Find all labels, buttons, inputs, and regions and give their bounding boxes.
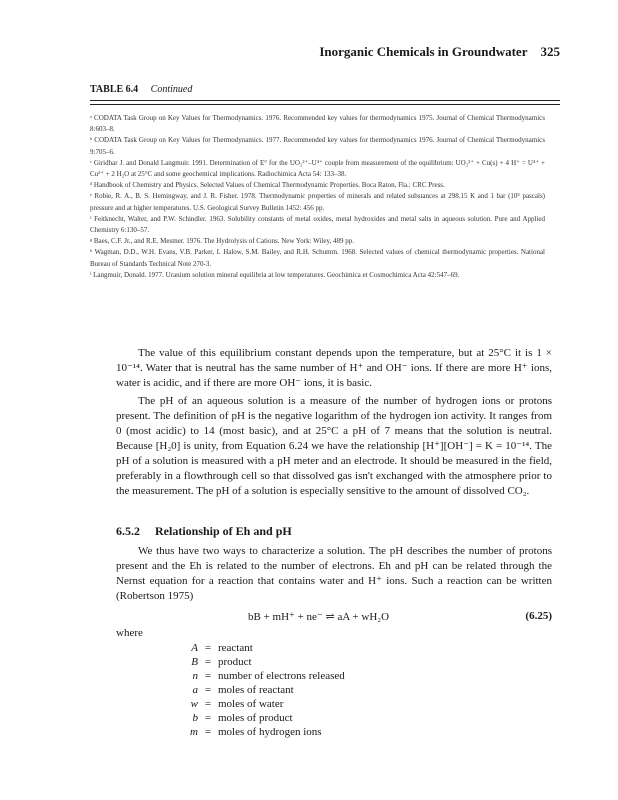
footnote-e: ᵉ Robie, R. A., B. S. Hemingway, and J. R. Fisher. 1978. Thermodynamic properties of minerals and related substances at 298.15 K and 1 bar (10⁵ pascals) pressure and at higher temperatures. U.S. Geological Survey Bulletin 1452: 456 pp.	[90, 192, 545, 212]
definition-row	[176, 669, 345, 683]
footnote-g: ᵍ Baes, C.F. Jr., and R.E. Mesmer. 1976. The Hydrolysis of Cations. New York: Wiley, 489 pp.	[90, 237, 355, 246]
footnote-f: ᶠ Feitknecht, Walter, and P.W. Schindler. 1963. Solubility constants of metal oxides, metal hydroxides and metal salts in aqueous solution. Pure and Applied Chemistry 6:130–57.	[90, 214, 545, 235]
definition-symbol: w	[190, 698, 198, 710]
definition-symbol: B	[191, 656, 198, 668]
equals-sign: =	[204, 726, 212, 738]
equation-expression: bB + mH⁺ + ne⁻ ⇌ aA + wH₂O	[248, 611, 390, 623]
equals-sign: =	[204, 642, 212, 654]
definition-symbol: A	[191, 642, 198, 654]
definition-symbol: n	[192, 670, 198, 682]
paragraph-text: We thus have two ways to characterize a solution. The pH describes the number of protons present and the Eh is related to the number of electrons. Eh and pH can be related through the Nernst equation for a reaction that contains water and H⁺ ions. Such a reaction can be written (Robertson 1975)	[116, 545, 552, 602]
page-number: 325	[540, 44, 560, 59]
running-head	[319, 44, 560, 60]
footnote-a: ᵃ CODATA Task Group on Key Values for Thermodynamics. 1976. Recommended key values for thermodynamics 1975. Journal of Chemical Thermodynamics 8:603–8.	[90, 114, 545, 134]
equals-sign: =	[204, 670, 212, 682]
paragraph-text: The pH of an aqueous solution is a measure of the number of hydrogen ions or protons present. The definition of pH is the negative logarithm of the hydrogen ion activity. It ranges from 0 (most acidic) to 14 (most basic), and at 25°C a pH of 7 means that the solution is neutral. Because [H₂0] is unity, from Equation 6.24 we have the relationship [H⁺][OH⁻] = K = 10⁻¹⁴. The pH of a solution is measured with a pH meter and an electrode. It should be measured in the field, preferably in a flowthrough cell so that dissolved gas isn't exchanged with the atmosphere prior to the measurement. The pH of a solution is especially sensitive to the amount of dissolved CO₂.	[116, 395, 552, 497]
paragraph-text: The value of this equilibrium constant depends upon the temperature, but at 25°C it is 1 × 10⁻¹⁴. Water that is neutral has the same number of H⁺ and OH⁻ ions. If there are more H⁺ ions, water is acidic, and if there are more OH⁻ ions, it is basic.	[116, 347, 552, 389]
definition-row	[176, 641, 345, 655]
table-continued-label: Continued	[150, 84, 193, 95]
table-caption	[90, 84, 192, 95]
definition-text: number of electrons released	[218, 670, 345, 682]
table-label: TABLE 6.4	[90, 84, 139, 95]
table-top-rule	[90, 100, 560, 101]
definition-symbol: m	[190, 726, 198, 738]
body-paragraph-3	[116, 544, 552, 604]
definition-text: moles of reactant	[218, 684, 294, 696]
definition-row	[176, 697, 345, 711]
equals-sign: =	[204, 712, 212, 724]
definition-text: product	[218, 656, 252, 668]
footnote-h: ʰ Wagman, D.D., W.H. Evans, V.B. Parker, I. Halow, S.M. Bailey, and R.H. Schumm. 1968. Selected values of chemical thermodynamic properties. National Bureau of Standards Technical Note 270-3.	[90, 248, 545, 268]
footnote-d: ᵈ Handbook of Chemistry and Physics. Selected Values of Chemical Thermodynamic Properties. Boca Raton, Fla.: CRC Press.	[90, 181, 445, 190]
section-title: Relationship of Eh and pH	[155, 524, 292, 538]
definition-text: reactant	[218, 642, 253, 654]
footnote-b: ᵇ CODATA Task Group on Key Values for Thermodynamics. 1977. Recommended key values for thermodynamics 1976. Journal of Chemical Thermodynamics 9:705–6.	[90, 136, 545, 156]
table-footnotes	[90, 113, 545, 281]
body-paragraph-1	[116, 346, 552, 391]
definition-row	[176, 683, 345, 697]
definition-symbol: a	[192, 684, 198, 696]
equals-sign: =	[204, 656, 212, 668]
where-label: where	[116, 627, 143, 639]
equation-number: (6.25)	[525, 610, 552, 622]
footnote-c: ᶜ Giridhar J. and Donald Langmuir. 1991. Determination of E° for the UO₂²⁺–U⁴⁺ couple from measurement of the equilibrium: UO₂²⁺ + Cu(s) + 4 H⁺ = U⁴⁺ + Cu²⁺ + 2 H₂O at 25°C and some geochemical implications. Radiochimica Acta 54: 133–38.	[90, 158, 545, 179]
definition-text: moles of water	[218, 698, 284, 710]
definition-list	[176, 641, 345, 739]
section-number: 6.5.2	[116, 524, 140, 538]
definition-row	[176, 725, 345, 739]
section-heading	[116, 524, 292, 539]
equals-sign: =	[204, 684, 212, 696]
definition-symbol: b	[192, 712, 198, 724]
body-paragraph-2	[116, 394, 552, 499]
definition-text: moles of product	[218, 712, 293, 724]
definition-text: moles of hydrogen ions	[218, 726, 322, 738]
equals-sign: =	[204, 698, 212, 710]
footnote-i: ⁱ Langmuir, Donald. 1977. Uranium solution mineral equilibria at low temperatures. Geochimica et Cosmochimica Acta 42:547–69.	[90, 270, 460, 279]
definition-row	[176, 655, 345, 669]
table-second-rule	[90, 104, 560, 105]
running-head-title: Inorganic Chemicals in Groundwater	[319, 44, 528, 59]
definition-row	[176, 711, 345, 725]
